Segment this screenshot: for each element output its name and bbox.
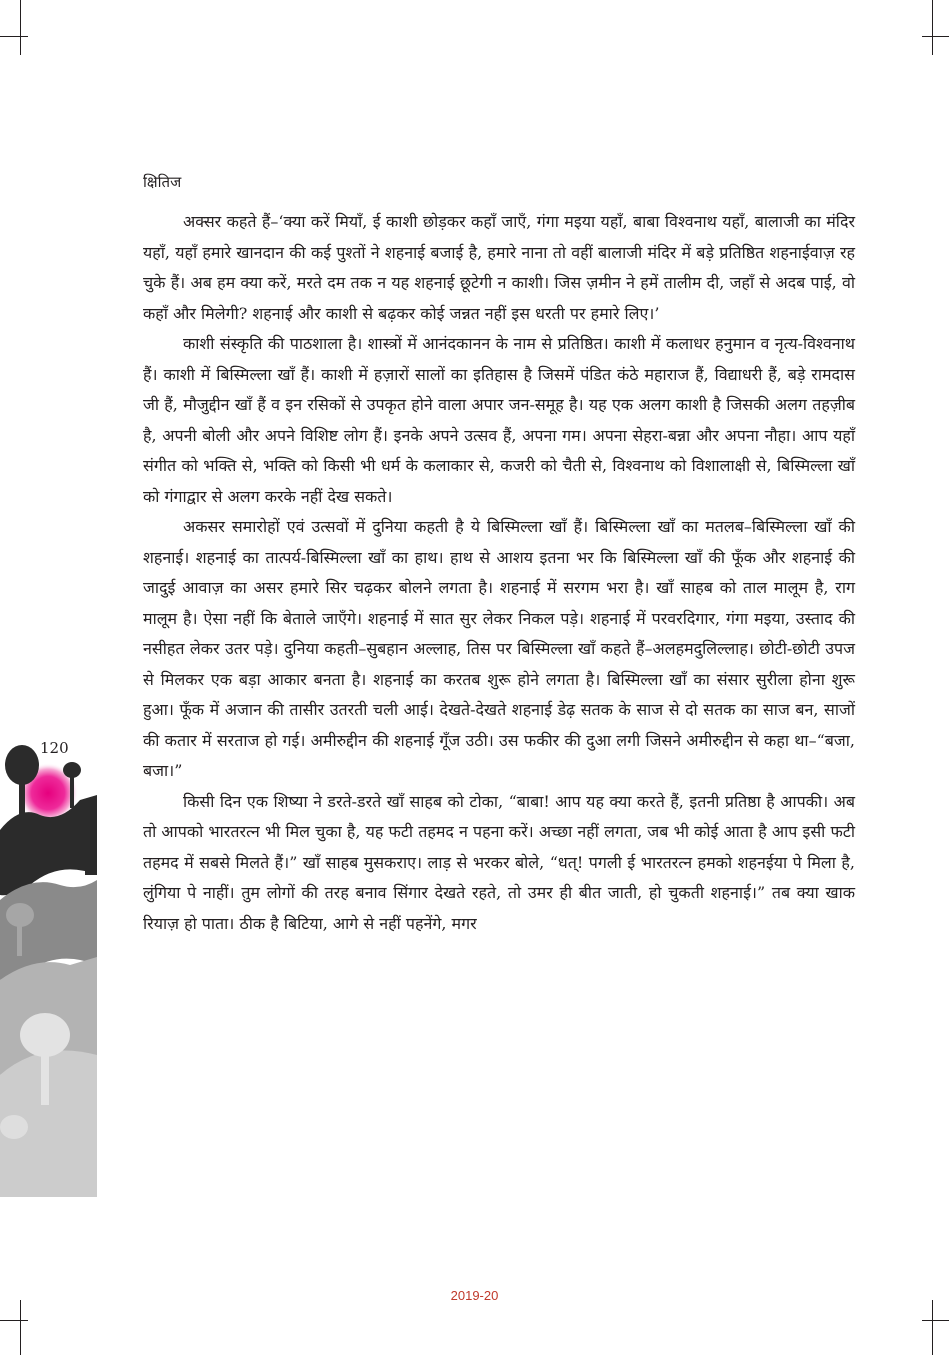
crop-mark-top-right-v xyxy=(932,0,933,55)
margin-landscape-illustration xyxy=(0,735,97,1197)
crop-mark-top-right-h xyxy=(922,36,949,37)
paragraph-2: काशी संस्कृति की पाठशाला है। शास्त्रों में आनंदकानन के नाम से प्रतिष्ठित। काशी में कलाधर हनुमान व नृत्य-विश्वनाथ हैं। काशी में बिस्मिल्ला खाँ हैं। काशी में हज़ारों सालों का इतिहास है जिसमें पंडित कंठे महाराज हैं, विद्याधरी हैं, बड़े रामदास जी हैं, मौजुद्दीन खाँ हैं व इन रसिकों से उपकृत होने वाला अपार जन-समूह है। यह एक अलग काशी है जिसकी अलग तहज़ीब है, अपनी बोली और अपने विशिष्ट लोग हैं। इनके अपने उत्सव हैं, अपना गम। अपना सेहरा-बन्ना और अपना नौहा। आप यहाँ संगीत को भक्ति से, भक्ति को किसी भी धर्म के कलाकार से, कजरी को चैती से, विश्वनाथ को विशालाक्षी से, बिस्मिल्ला खाँ को गंगाद्वार से अलग करके नहीं देख सकते। xyxy=(143,334,855,506)
page-number: 120 xyxy=(40,739,69,757)
hut-icon xyxy=(85,853,97,875)
crop-mark-top-left-v xyxy=(20,0,21,55)
paragraph-3: अकसर समारोहों एवं उत्सवों में दुनिया कहती है ये बिस्मिल्ला खाँ हैं। बिस्मिल्ला खाँ का मतलब–बिस्मिल्ला खाँ की शहनाई। शहनाई का तात्पर्य-बिस्मिल्ला खाँ का हाथ। हाथ से आशय इतना भर कि बिस्मिल्ला खाँ की फूँक और शहनाई की जादुई आवाज़ का असर हमारे सिर चढ़कर बोलने लगता है। शहनाई में सरगम भरा है। खाँ साहब को ताल मालूम है, राग मालूम है। ऐसा नहीं कि बेताले जाएँगे। शहनाई में सात सुर लेकर निकल पड़े। शहनाई में परवरदिगार, गंगा मइया, उस्ताद की नसीहत लेकर उतर पड़े। दुनिया कहती–सुबहान अल्लाह, तिस पर बिस्मिल्ला खाँ कहते हैं–अलहमदुलिल्लाह। छोटी-छोटी उपज से मिलकर एक बड़ा आकार बनता है। शहनाई का करतब शुरू होने लगता है। बिस्मिल्ला खाँ का संसार सुरीला होना शुरू हुआ। फूँक में अजान की तासीर उतरती चली आई। देखते-देखते शहनाई डेढ़ सतक के साज से दो सतक का साज बन, साजों की कतार में सरताज हो गई। अमीरुद्दीन की शहनाई गूँज उठी। उस फकीर की दुआ लगी जिसने अमीरुद्दीन से कहा था–“बजा, बजा।” xyxy=(143,517,855,780)
running-header-title: क्षितिज xyxy=(143,173,182,191)
crop-mark-bottom-left-v xyxy=(20,1300,21,1355)
crop-mark-bottom-right-v xyxy=(932,1300,933,1355)
crop-mark-bottom-left-h xyxy=(0,1320,28,1321)
paragraph-4: किसी दिन एक शिष्या ने डरते-डरते खाँ साहब को टोका, “बाबा! आप यह क्या करते हैं, इतनी प्रतिष्ठा है आपकी। अब तो आपको भारतरत्न भी मिल चुका है, यह फटी तहमद न पहना करें। अच्छा नहीं लगता, जब भी कोई आता है आप इसी फटी तहमद में सबसे मिलते हैं।” खाँ साहब मुसकराए। लाड़ से भरकर बोले, “धत्! पगली ई भारतरत्न हमको शहनईया पे मिला है, लुंगिया पे नाहीं। तुम लोगों की तरह बनाव सिंगार देखते रहते, तो उमर ही बीत जाती, हो चुकती शहनाई।” तब क्या खाक रियाज़ हो पाता। ठीक है बिटिया, आगे से नहीं पहनेंगे, मगर xyxy=(143,791,855,933)
body-text xyxy=(143,207,855,939)
footer-year: 2019-20 xyxy=(450,1288,499,1303)
crop-mark-bottom-right-h xyxy=(922,1320,949,1321)
paragraph-1: अक्सर कहते हैं–‘क्या करें मियाँ, ई काशी छोड़कर कहाँ जाएँ, गंगा मइया यहाँ, बाबा विश्वनाथ यहाँ, बालाजी का मंदिर यहाँ, यहाँ हमारे खानदान की कई पुश्तों ने शहनाई बजाई है, हमारे नाना तो वहीं बालाजी मंदिर में बड़े प्रतिष्ठित शहनाईवाज़ रह चुके हैं। अब हम क्या करें, मरते दम तक न यह शहनाई छूटेगी न काशी। जिस ज़मीन ने हमें तालीम दी, जहाँ से अदब पाई, वो कहाँ और मिलेगी? शहनाई और काशी से बढ़कर कोई जन्नत नहीं इस धरती पर हमारे लिए।’ xyxy=(143,212,855,323)
crop-mark-top-left-h xyxy=(0,36,28,37)
pale-bush-icon xyxy=(0,1115,28,1139)
